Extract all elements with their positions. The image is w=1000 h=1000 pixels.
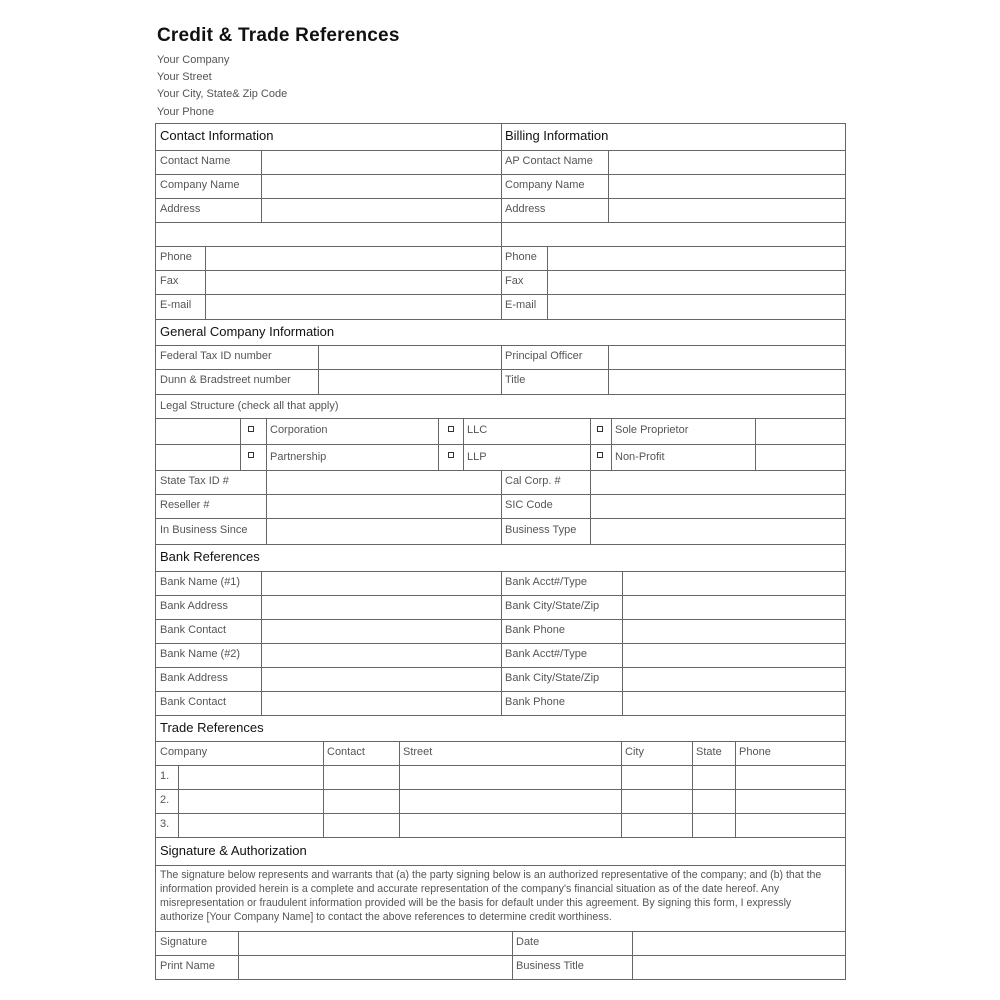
bank-acct-1-field[interactable] bbox=[623, 571, 845, 595]
bank-name-2-field[interactable] bbox=[262, 643, 501, 667]
bank-address-2-field[interactable] bbox=[262, 667, 501, 691]
billing-phone-label: Phone bbox=[505, 251, 537, 263]
company-name-field[interactable] bbox=[262, 174, 501, 198]
llp-checkbox[interactable] bbox=[448, 452, 454, 458]
billing-address-field[interactable] bbox=[609, 198, 845, 246]
corporation-checkbox[interactable] bbox=[248, 426, 254, 432]
trade-heading: Trade References bbox=[160, 720, 264, 735]
bank-contact-1-field[interactable] bbox=[262, 619, 501, 643]
bank-city-2-field[interactable] bbox=[623, 667, 845, 691]
reseller-field[interactable] bbox=[267, 494, 501, 518]
partnership-label: Partnership bbox=[270, 451, 327, 463]
business-since-field[interactable] bbox=[267, 518, 501, 544]
reseller-label: Reseller # bbox=[160, 499, 210, 511]
bank-address-1-label: Bank Address bbox=[160, 600, 228, 612]
billing-heading: Billing Information bbox=[505, 128, 609, 143]
llc-label: LLC bbox=[467, 424, 488, 436]
address-field[interactable] bbox=[262, 198, 501, 246]
trade-row-number: 3. bbox=[160, 818, 170, 830]
bank-acct-1-label: Bank Acct#/Type bbox=[505, 576, 587, 588]
trade-row-number: 2. bbox=[160, 794, 170, 806]
billing-company-name-label: Company Name bbox=[505, 179, 585, 191]
bank-acct-2-field[interactable] bbox=[623, 643, 845, 667]
state-tax-id-label: State Tax ID # bbox=[160, 475, 229, 487]
cal-corp-field[interactable] bbox=[591, 470, 845, 494]
email-field[interactable] bbox=[206, 294, 501, 319]
authorization-text: The signature below represents and warrants that (a) the party signing below is an authorized representative of the company; and (b) that the information provided herein is a complete and accurate representation of the company's financial situation as of the date hereof. Any misrepresentation or fraudulent information provided will be the basis for default under this agreement. By signing this form, I expressly authorize [Your Company Name] to contact the above references to determine credit worthiness. bbox=[160, 869, 822, 923]
partnership-checkbox[interactable] bbox=[248, 452, 254, 458]
federal-tax-id-field[interactable] bbox=[319, 345, 501, 369]
bank-name-2-label: Bank Name (#2) bbox=[160, 648, 241, 660]
bank-contact-1-label: Bank Contact bbox=[160, 624, 227, 636]
bank-contact-2-label: Bank Contact bbox=[160, 696, 227, 708]
bank-acct-2-label: Bank Acct#/Type bbox=[505, 648, 587, 660]
email-label: E-mail bbox=[160, 299, 192, 311]
corporation-label: Corporation bbox=[270, 424, 328, 436]
billing-fax-field[interactable] bbox=[548, 270, 845, 294]
sic-code-label: SIC Code bbox=[505, 499, 553, 511]
bank-phone-1-field[interactable] bbox=[623, 619, 845, 643]
state-tax-id-field[interactable] bbox=[267, 470, 501, 494]
sole-proprietor-checkbox[interactable] bbox=[597, 426, 603, 432]
dunn-bradstreet-label: Dunn & Bradstreet number bbox=[160, 374, 291, 386]
federal-tax-id-label: Federal Tax ID number bbox=[160, 350, 272, 362]
business-type-label: Business Type bbox=[505, 524, 577, 536]
billing-address-label: Address bbox=[505, 203, 546, 215]
sic-code-field[interactable] bbox=[591, 494, 845, 518]
print-name-field[interactable] bbox=[239, 955, 512, 979]
sole-proprietor-label: Sole Proprietor bbox=[615, 424, 689, 436]
billing-email-label: E-mail bbox=[505, 299, 537, 311]
bank-city-1-field[interactable] bbox=[623, 595, 845, 619]
phone-field[interactable] bbox=[206, 246, 501, 270]
address-label: Address bbox=[160, 203, 201, 215]
trade-row-2-company-field[interactable] bbox=[179, 789, 323, 813]
bank-heading: Bank References bbox=[160, 549, 260, 564]
bank-contact-2-field[interactable] bbox=[262, 691, 501, 715]
business-title-label: Business Title bbox=[516, 960, 584, 972]
dunn-bradstreet-field[interactable] bbox=[319, 369, 501, 394]
phone-label: Phone bbox=[160, 251, 192, 263]
billing-fax-label: Fax bbox=[505, 275, 524, 287]
credit-form bbox=[155, 123, 846, 980]
ap-contact-name-label: AP Contact Name bbox=[505, 155, 593, 167]
title-label: Title bbox=[505, 374, 526, 386]
print-name-label: Print Name bbox=[160, 960, 216, 972]
trade-row-3-company-field[interactable] bbox=[179, 813, 323, 837]
fax-field[interactable] bbox=[206, 270, 501, 294]
bank-address-2-label: Bank Address bbox=[160, 672, 228, 684]
signature-heading: Signature & Authorization bbox=[160, 843, 307, 858]
date-field[interactable] bbox=[633, 931, 845, 955]
company-phone: Your Phone bbox=[157, 106, 215, 118]
billing-email-field[interactable] bbox=[548, 294, 845, 319]
legal-structure-label: Legal Structure (check all that apply) bbox=[160, 400, 339, 412]
signature-field[interactable] bbox=[239, 931, 512, 955]
page-title: Credit & Trade References bbox=[157, 25, 400, 46]
bank-city-2-label: Bank City/State/Zip bbox=[505, 672, 600, 684]
principal-officer-label: Principal Officer bbox=[505, 350, 583, 362]
bank-city-1-label: Bank City/State/Zip bbox=[505, 600, 600, 612]
cal-corp-label: Cal Corp. # bbox=[505, 475, 561, 487]
fax-label: Fax bbox=[160, 275, 179, 287]
date-label: Date bbox=[516, 936, 540, 948]
company-street: Your Street bbox=[157, 71, 212, 83]
company-city: Your City, State& Zip Code bbox=[157, 88, 288, 100]
company-name-label: Company Name bbox=[160, 179, 240, 191]
trade-col-phone: Phone bbox=[739, 746, 771, 758]
trade-col-city: City bbox=[625, 746, 644, 758]
bank-name-1-label: Bank Name (#1) bbox=[160, 576, 241, 588]
bank-address-1-field[interactable] bbox=[262, 595, 501, 619]
general-heading: General Company Information bbox=[160, 324, 335, 339]
business-type-field[interactable] bbox=[591, 518, 845, 544]
billing-company-name-field[interactable] bbox=[609, 174, 845, 198]
company-name: Your Company bbox=[157, 54, 230, 66]
trade-row-number: 1. bbox=[160, 770, 170, 782]
bank-name-1-field[interactable] bbox=[262, 571, 501, 595]
business-title-field[interactable] bbox=[633, 955, 845, 979]
llc-checkbox[interactable] bbox=[448, 426, 454, 432]
bank-phone-2-label: Bank Phone bbox=[505, 696, 565, 708]
business-since-label: In Business Since bbox=[160, 524, 248, 536]
non-profit-label: Non-Profit bbox=[615, 451, 665, 463]
contact-name-field[interactable] bbox=[262, 150, 501, 174]
contact-heading: Contact Information bbox=[160, 128, 274, 143]
contact-name-label: Contact Name bbox=[160, 155, 231, 167]
principal-officer-field[interactable] bbox=[609, 345, 845, 369]
bank-phone-2-field[interactable] bbox=[623, 691, 845, 715]
trade-row-1-company-field[interactable] bbox=[179, 765, 323, 789]
trade-col-state: State bbox=[696, 746, 722, 758]
billing-phone-field[interactable] bbox=[548, 246, 845, 270]
signature-label: Signature bbox=[160, 936, 208, 948]
trade-col-street: Street bbox=[403, 746, 433, 758]
trade-col-company: Company bbox=[160, 746, 208, 758]
title-field[interactable] bbox=[609, 369, 845, 394]
ap-contact-name-field[interactable] bbox=[609, 150, 845, 174]
non-profit-checkbox[interactable] bbox=[597, 452, 603, 458]
trade-col-contact: Contact bbox=[327, 746, 365, 758]
llp-label: LLP bbox=[467, 451, 487, 463]
bank-phone-1-label: Bank Phone bbox=[505, 624, 565, 636]
